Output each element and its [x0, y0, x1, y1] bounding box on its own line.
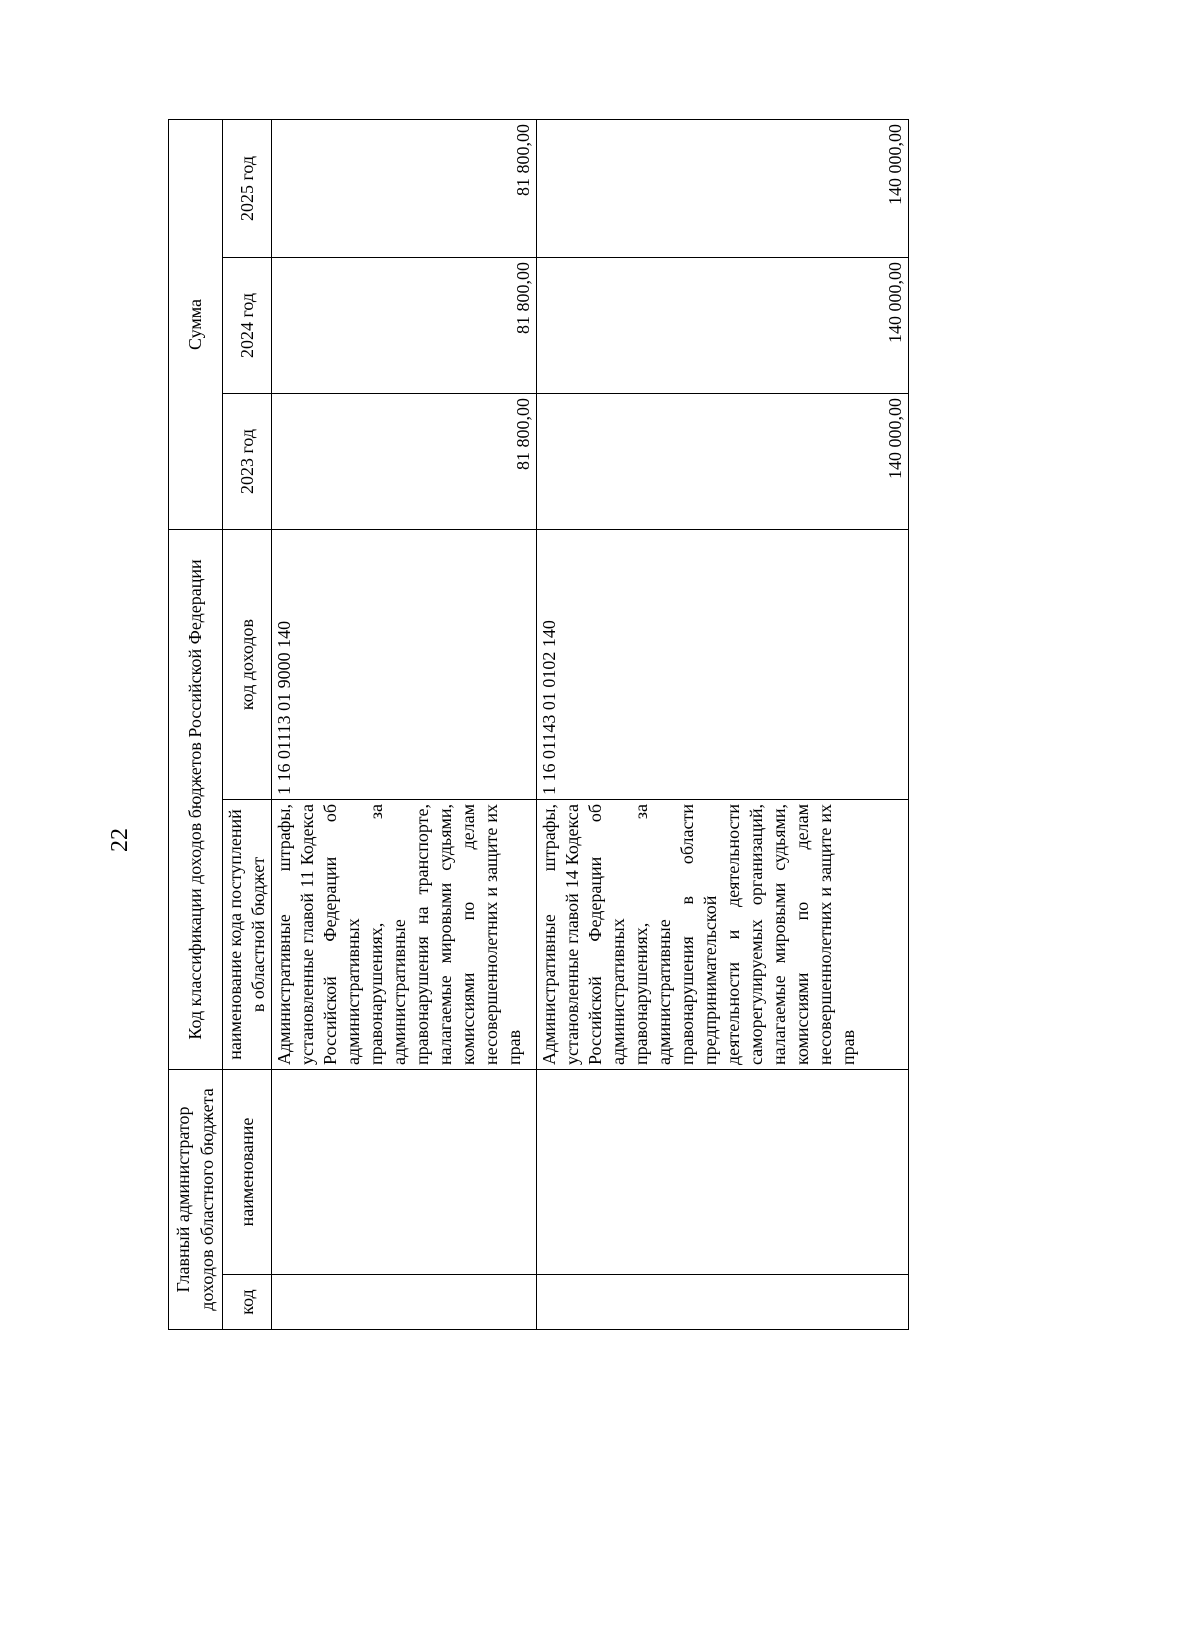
row-sum-2023: 140 000,00 — [537, 394, 909, 530]
row-admin-name — [537, 1070, 909, 1275]
row-sum-2024: 81 800,00 — [272, 258, 537, 394]
header-admin-group: Главный администратор доходов областного бюджета — [169, 1070, 223, 1330]
income-table — [168, 119, 909, 1330]
row-income-code: 1 16 01113 01 9000 140 — [272, 530, 537, 800]
row-sum-2024: 140 000,00 — [537, 258, 909, 394]
header-income-code: код доходов — [223, 530, 272, 800]
row-admin-code — [537, 1275, 909, 1330]
header-year-2024: 2024 год — [223, 258, 272, 394]
header-sum-group: Сумма — [169, 119, 223, 529]
header-admin-code: код — [223, 1275, 272, 1330]
header-income-name: наименование кода поступлений в областной бюджет — [223, 800, 272, 1070]
table-row — [537, 119, 909, 1329]
row-sum-2023: 81 800,00 — [272, 394, 537, 530]
header-row-2 — [223, 119, 272, 1329]
header-budget-classification: Код классификации доходов бюджетов Российской Федерации — [169, 530, 223, 1070]
header-year-2023: 2023 год — [223, 394, 272, 530]
header-admin-name: наименование — [223, 1070, 272, 1275]
row-income-name: Административные штрафы, установленные главой 14 Кодекса Российской Федерации об административных правонарушениях, за административные правонарушения в области предпринимательской деятельности и деятельности саморегулируемых организаций, налагаемые мировыми судьями, комиссиями по делам несовершеннолетних и защите их прав — [537, 800, 909, 1070]
rotated-table-container — [168, 120, 905, 1330]
row-sum-2025: 140 000,00 — [537, 119, 909, 257]
row-admin-code — [272, 1275, 537, 1330]
row-sum-2025: 81 800,00 — [272, 119, 537, 257]
page-number: 22 — [107, 828, 133, 852]
row-income-name: Административные штрафы, установленные главой 11 Кодекса Российской Федерации об административных правонарушениях, за административные правонарушения на транспорте, налагаемые мировыми судьями, комиссиями по делам несовершеннолетних и защите их прав — [272, 800, 537, 1070]
header-row-1 — [169, 119, 223, 1329]
header-year-2025: 2025 год — [223, 119, 272, 257]
table-row — [272, 119, 537, 1329]
row-admin-name — [272, 1070, 537, 1275]
row-income-code: 1 16 01143 01 0102 140 — [537, 530, 909, 800]
